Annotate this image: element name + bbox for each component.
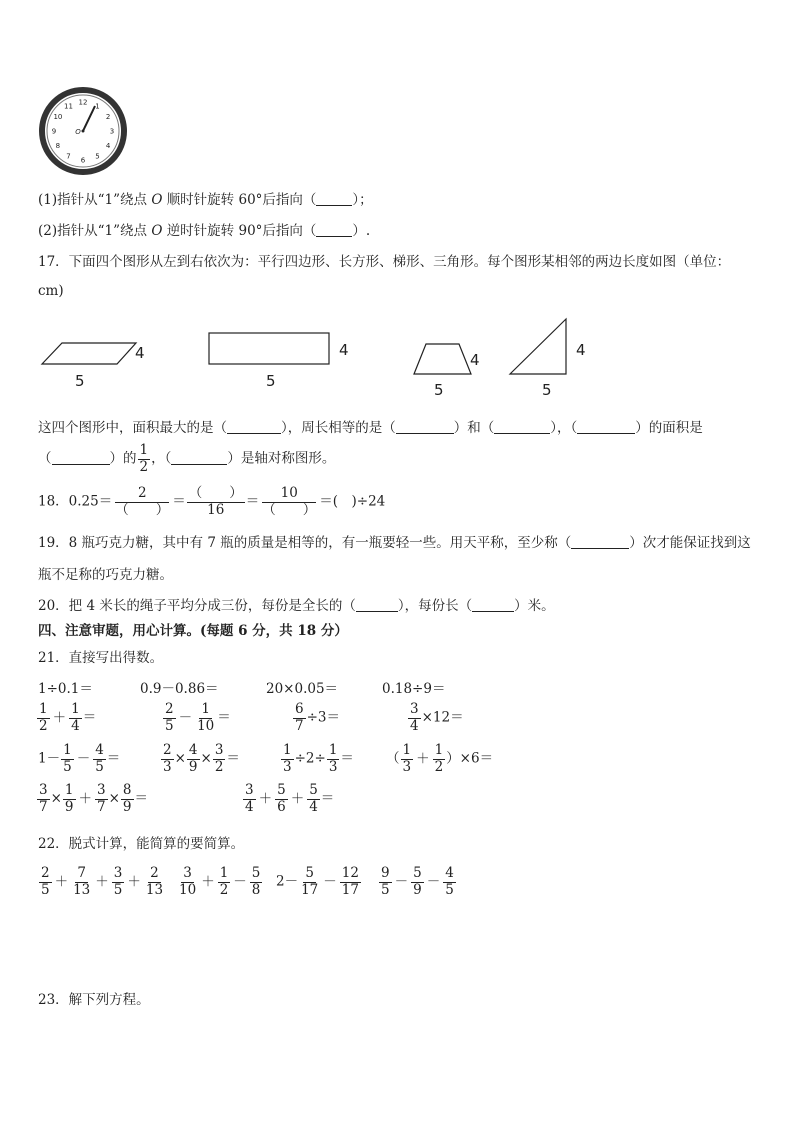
q22-expression: $\frac{3}{10}$ ＋ $\frac{1}{2}$ － $\frac{5}{8}$	[179, 865, 261, 898]
answer-blank[interactable]	[316, 223, 352, 238]
q18-equation: 18．0.25＝ $\frac{2}{( )}$ ＝ $\frac{( )}{16}$ ＝ $\frac{10}{( )}$ ＝( )÷24	[38, 485, 386, 518]
q17-shapes	[0, 315, 794, 400]
parallelogram-base-label: 5	[75, 372, 85, 390]
answer-blank[interactable]	[52, 450, 110, 465]
clock-numeral: 5	[95, 152, 100, 161]
q23-title: 23．解下列方程。	[38, 992, 150, 1008]
q16-part1: (1)指针从“1”绕点 O 顺时针旋转 60°后指向（ ）；	[38, 192, 373, 208]
q21-item: $\frac{3}{7}$ × $\frac{1}{9}$ ＋ $\frac{3}{7}$ × $\frac{8}{9}$ ＝	[39, 782, 148, 815]
q20-text: 20．把 4 米长的绳子平均分成三份，每份是全长的（ ），每份长（ ）米。	[38, 598, 555, 614]
q22-expression: $\frac{9}{5}$ － $\frac{5}{9}$ － $\frac{4}{5}$	[381, 865, 454, 898]
answer-blank[interactable]	[571, 535, 629, 550]
clock-center-label: O	[75, 128, 81, 136]
answer-blank[interactable]	[171, 450, 227, 465]
q16-part2: (2)指针从“1”绕点 O 逆时针旋转 90°后指向（ ）.	[38, 223, 371, 239]
rectangle-side-label: 4	[339, 341, 349, 359]
q17-answer-line2: （ ）的 $\frac{1}{2}$ ，（ ）是轴对称图形。	[38, 442, 336, 475]
q21-item: $\frac{1}{2}$ ＋ $\frac{1}{4}$ ＝	[39, 701, 97, 734]
q21-item: $\frac{1}{3}$ ÷2÷ $\frac{1}{3}$ ＝	[283, 742, 354, 775]
triangle-side-label: 4	[576, 341, 586, 359]
parallelogram-side-label: 4	[135, 344, 145, 362]
q22-title: 22．脱式计算，能简算的要简算。	[38, 836, 245, 852]
q21-item: 1÷0.1＝	[38, 681, 93, 697]
q17-answer-line1: 这四个图形中，面积最大的是（ ），周长相等的是（ ）和（ ），（ ）的面积是	[38, 420, 703, 436]
trapezoid-side-label: 4	[470, 351, 480, 369]
clock-numeral: 1	[95, 102, 100, 111]
clock-numeral: 4	[105, 142, 111, 150]
clock-numeral: 9	[51, 127, 57, 136]
q19-line2: 瓶不足称的巧克力糖。	[38, 567, 173, 583]
answer-blank[interactable]	[472, 598, 514, 613]
triangle-base-label: 5	[542, 381, 552, 399]
answer-blank[interactable]	[494, 420, 550, 435]
clock-numeral: 3	[109, 127, 115, 136]
q21-title: 21．直接写出得数。	[38, 650, 164, 666]
clock-numeral: 11	[64, 102, 73, 111]
clock-numeral: 8	[55, 142, 61, 150]
section-heading: 四、注意审题，用心计算。(每题 6 分，共 18 分）	[38, 623, 348, 639]
q19-line1: 19．8 瓶巧克力糖，其中有 7 瓶的质量是相等的，有一瓶要轻一些。用天平称，至少称（ ）次才能保证找到这	[38, 535, 751, 551]
answer-blank[interactable]	[396, 420, 454, 435]
trapezoid-base-label: 5	[434, 381, 444, 399]
clock-numeral: 10	[53, 113, 63, 121]
q21-item: （ $\frac{1}{3}$ ＋ $\frac{1}{2}$ ）×6＝	[386, 742, 494, 775]
q21-item: $\frac{3}{4}$ ＋ $\frac{5}{6}$ ＋ $\frac{5}{4}$ ＝	[245, 782, 335, 815]
clock-numeral: 12	[78, 98, 88, 107]
q21-item: $\frac{2}{3}$ × $\frac{4}{9}$ × $\frac{3}{2}$ ＝	[163, 742, 240, 775]
q17-unit: cm)	[38, 283, 64, 299]
answer-blank[interactable]	[316, 192, 352, 207]
rectangle-base-label: 5	[266, 372, 276, 390]
answer-blank[interactable]	[227, 420, 281, 435]
q21-item: $\frac{2}{5}$ － $\frac{1}{10}$ ＝	[165, 701, 231, 734]
q21-item: $\frac{3}{4}$ ×12＝	[410, 701, 464, 734]
q21-item: 20×0.05＝	[266, 681, 339, 697]
clock-numeral: 7	[66, 152, 71, 161]
clock-numeral: 6	[80, 156, 86, 165]
q17-text: 17．下面四个图形从左到右依次为：平行四边形、长方形、梯形、三角形。每个图形某相邻的两边长度如图（单位：	[38, 254, 731, 270]
clock-icon	[38, 86, 128, 176]
answer-blank[interactable]	[577, 420, 635, 435]
q21-item: 0.9－0.86＝	[140, 681, 219, 697]
q22-expression: 2－ $\frac{5}{17}$ － $\frac{12}{17}$	[276, 865, 359, 898]
q21-item: 1－ $\frac{1}{5}$ － $\frac{4}{5}$ ＝	[38, 742, 121, 775]
q21-item: $\frac{6}{7}$ ÷3＝	[295, 701, 340, 734]
answer-blank[interactable]	[356, 598, 398, 613]
clock-numeral: 2	[105, 113, 111, 121]
q21-item: 0.18÷9＝	[382, 681, 446, 697]
q22-expression: $\frac{2}{5}$ ＋ $\frac{7}{13}$ ＋ $\frac{3}{5}$ ＋ $\frac{2}{13}$	[41, 865, 164, 898]
